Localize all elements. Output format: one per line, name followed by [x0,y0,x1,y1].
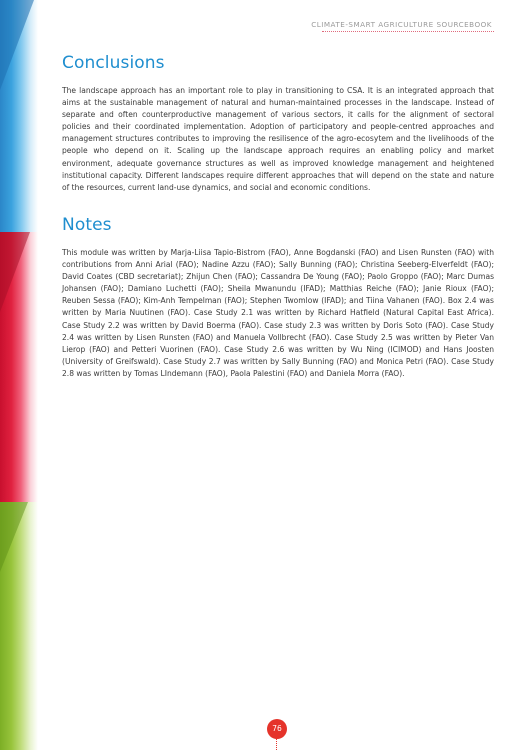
page-number-dotted-line [276,739,277,750]
decorative-notch-red [0,232,30,312]
conclusions-paragraph: The landscape approach has an important role to play in transitioning to CSA. It is an integrated approach that aims at the sustainable management of natural and human-maintained processes in the landscape. Instead of separate and often counterproductive management of various sectors, it calls for the alignment of sectoral policies and their coordinated implementation. Adoption of participatory and people-centred approaches and management structures contributes to improving the resilisence of the agro-ecosytem and the livelihoods of the people who depend on it. Scaling up the landscape approach requires an enabling policy and market environment, adequate governance structures as well as improved knowledge management and heightened institutional capacity. Different landscapes require different approaches that will depend on the state and nature of the resources, current land-use dynamics, and social and economic conditions. [62,86,494,192]
conclusions-heading: Conclusions [62,53,165,73]
page-number-badge: 76 [267,719,287,739]
decorative-notch-green [0,502,28,572]
running-head-rule [322,31,494,32]
notes-paragraph: This module was written by Marja-Liisa Tapio-Bistrom (FAO), Anne Bogdanski (FAO) and Lisen Runsten (FAO) with contributions from Anni Arial (FAO); Nadine Azzu (FAO); Sally Bunning (FAO); Christina Seeberg-Elverfeldt (FAO); David Coates (CBD secretariat); Zhijun Chen (FAO); Cassandra De Young (FAO); Paolo Groppo (FAO); Marc Dumas Johansen (FAO); Damiano Luchetti (FAO); Sheila Mwanundu (IFAD); Matthias Reiche (FAO); Janie Rioux (FAO); Reuben Sessa (FAO); Kim-Anh Tempelman (FAO); Stephen Twomlow (IFAD); and Tiina Vahanen (FAO). Box 2.4 was written by Maria Nuutinen (FAO). Case Study 2.1 was written by Richard Hatfield (Natural Capital East Africa). Case Study 2.2 was written by David Boerma (FAO). Case study 2.3 was written by Doris Soto (FAO). Case Study 2.4 was written by Lisen Runsten (FAO) and Manuela Vollbrecht (FAO). Case Study 2.5 was written by Pieter Van Lierop (FAO) and Petteri Vuorinen (FAO). Case Study 2.6 was written by Wu Ning (ICIMOD) and Hans Joosten (University of Greifswald). Case Study 2.7 was written by Sally Bunning (FAO) and Monica Petri (FAO). Case Study 2.8 was written by Tomas LIndemann (FAO), Paola Palestini (FAO) and Daniela Morra (FAO). [62,248,494,378]
running-head: CLIMATE-SMART AGRICULTURE SOURCEBOOK [311,20,492,29]
decorative-notch-blue [0,0,34,90]
notes-heading: Notes [62,215,112,235]
